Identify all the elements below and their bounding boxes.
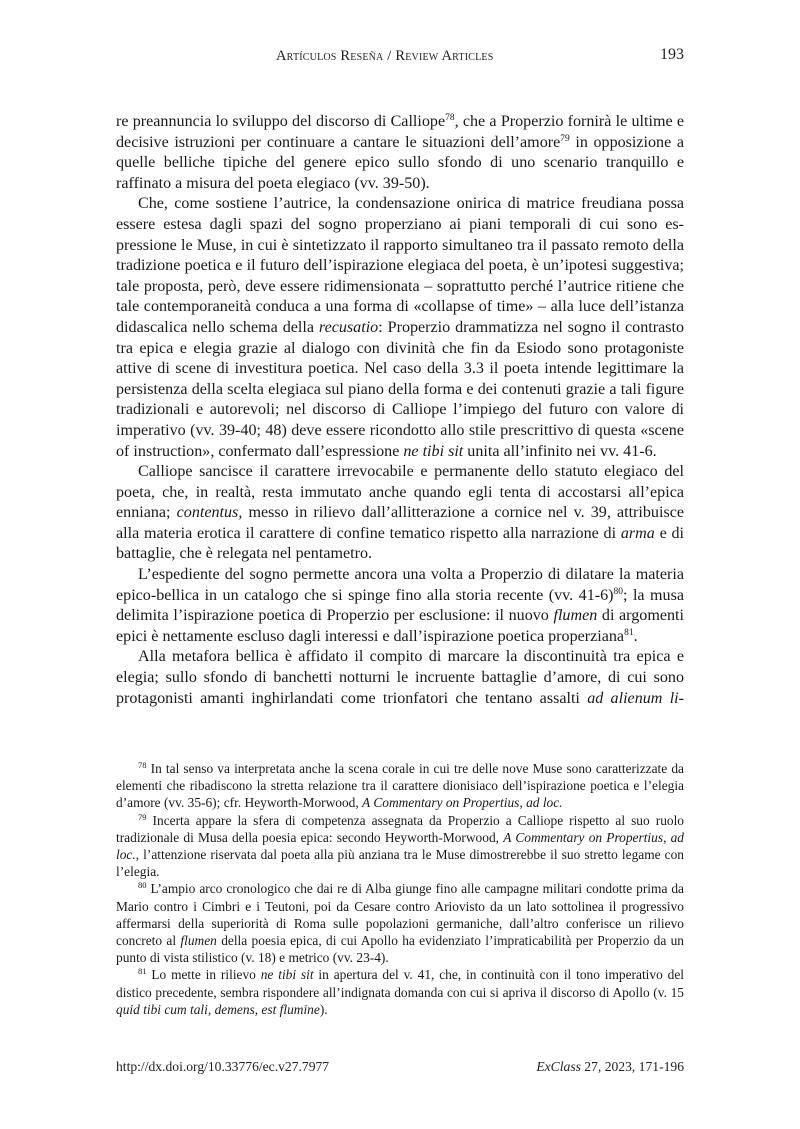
running-head: Artículos Reseña / Review Articles [276, 48, 494, 64]
footnote-ref-78[interactable]: 78 [445, 113, 455, 123]
footnote-79: $^{79}$ Incerta appare la sfera di competenza assegnata da Properzio a Calliope rispetto al suo ruolo tradizionale di Musa della poesia epica: secondo Heyworth-Morwood, A Commentary on Propertius, ad loc., l’attenzione riservata dal poeta alla più anziana tra le Muse dimostrerebbe il suo stretto legame con l’elegia. [116, 811, 684, 880]
footnote-78: $^{78}$ In tal senso va interpretata anche la scena corale in cui tre delle nove Muse sono caratterizzate da elementi che ribadiscono la stretta relazione tra il carattere dionisiaco dell’ispirazione poetica e l’elegia d’amore (vv. 35-6); cfr. Heyworth-Morwood, A Commentary on Propertius, ad loc. [116, 760, 684, 811]
journal-citation: ExClass 27, 2023, 171-196 [536, 1059, 684, 1074]
page-header [116, 48, 684, 68]
footnote-ref-79[interactable]: 79 [560, 133, 570, 144]
footnote-ref-81[interactable]: 81 [624, 627, 634, 638]
footnotes [116, 760, 684, 1018]
paragraph-3: Calliope sancisce il carattere irrevocabile e permanente dello statuto elegiaco del poeta, che, in realtà, resta immutato anche quando egli tenta di accostarsi all’epica enniana; contentus, messo in rilievo dall’allitterazione a cornice nel v. 39, attribuisce alla materia erotica il carattere di confine tematico rispetto alla narrazione di arma e di battaglie, che è relegata nel pentametro. [116, 463, 684, 563]
paragraph-1: re preannuncia lo sviluppo del discorso di Calliope$^{78}$, che a Properzio fornirà le ultime e decisive istruzioni per continuare a cantare le situazioni dell’amore$^{79}$ in opposizione a quelle belliche tipiche del genere epico sullo sfondo di uno scenario tranquillo e raffinato a misura del poeta elegiaco (vv. 39-50). [116, 113, 684, 192]
footnote-80: $^{80}$ L’ampio arco cronologico che dai re di Alba giunge fino alle campagne militari condotte prima da Mario contro i Cimbri e i Teutoni, poi da Cesare contro Ariovisto da un lato sottolinea il progressivo affermarsi della superiorità di Roma sulle popolazioni germaniche, dall’altro conferisce un rilievo concreto al flumen della poesia epica, di cui Apollo ha evidenziato l’impraticabilità per Properzio da un punto di vista stilistico (v. 18) e metrico (vv. 23-4). [116, 880, 684, 966]
footnote-81: $^{81}$ Lo mette in rilievo ne tibi sit in apertura del v. 41, che, in continuità con il tono imperativo del distico precedente, sembra rispondere all’indignata domanda con cui si apriva il discorso di Apollo (v. 15 quid tibi cum tali, demens, est flumine). [116, 966, 684, 1017]
paragraph-5: Alla metafora bellica è affidato il compito di marcare la discontinuità tra epica e elegia; sullo sfondo di banchetti notturni le incruente battaglie d’amore, di cui sono protagonisti amanti inghirlandati come trionfatori che tentano assalti ad alienum li- [116, 648, 684, 707]
paragraph-4: L’espediente del sogno permette ancora una volta a Properzio di dilatare la materia epico-bellica in un catalogo che si spinge fino alla storia recente (vv. 41-6)$^{80}$; la musa delimita l’ispirazione poetica di Properzio per esclusione: il nuovo flumen di argomenti epici è nettamente escluso dagli interessi e dall’ispirazione poetica properziana$^{81}$. [116, 566, 684, 645]
page-number: 193 [660, 46, 684, 63]
paragraph-2: Che, come sostiene l’autrice, la condensazione onirica di matrice freudiana possa essere estesa dagli spazi del sogno properziano ai piani temporali di cui sono espressione le Muse, in cui è sintetizzato il rapporto simultaneo tra il passato remoto della tradizione poetica e il futuro dell’ispirazione elegiaca del poeta, è un’ipotesi suggestiva; tale proposta, però, deve essere ridimensionata – soprattutto perché l’autrice ritiene che tale contemporaneità conduca a una forma di «collapse of time» – alla luce dell’istanza didascalica nello schema della recusatio: Properzio drammatizza nel sogno il contrasto tra epica e elegia grazie al dialogo con divinità che fin da Esiodo sono protagoniste attive di scene di investitura poetica. Nel caso della 3.3 il poeta intende legittimare la persistenza della scelta elegiaca sul piano della forma e dei contenuti grazie a tali figure tradizionali e autorevoli; nel discorso di Calliope l’impiego del futuro con valore di imperativo (vv. 39-40; 48) deve essere ricondotto allo stile prescrittivo di questa «scene of instruction», confermato dall’espressione ne tibi sit unita all’infinito nei vv. 41-6. [116, 195, 684, 460]
footnote-ref-80[interactable]: 80 [613, 586, 624, 597]
doi-link[interactable]: http://dx.doi.org/10.33776/ec.v27.7977 [116, 1059, 330, 1074]
main-text [116, 112, 684, 709]
